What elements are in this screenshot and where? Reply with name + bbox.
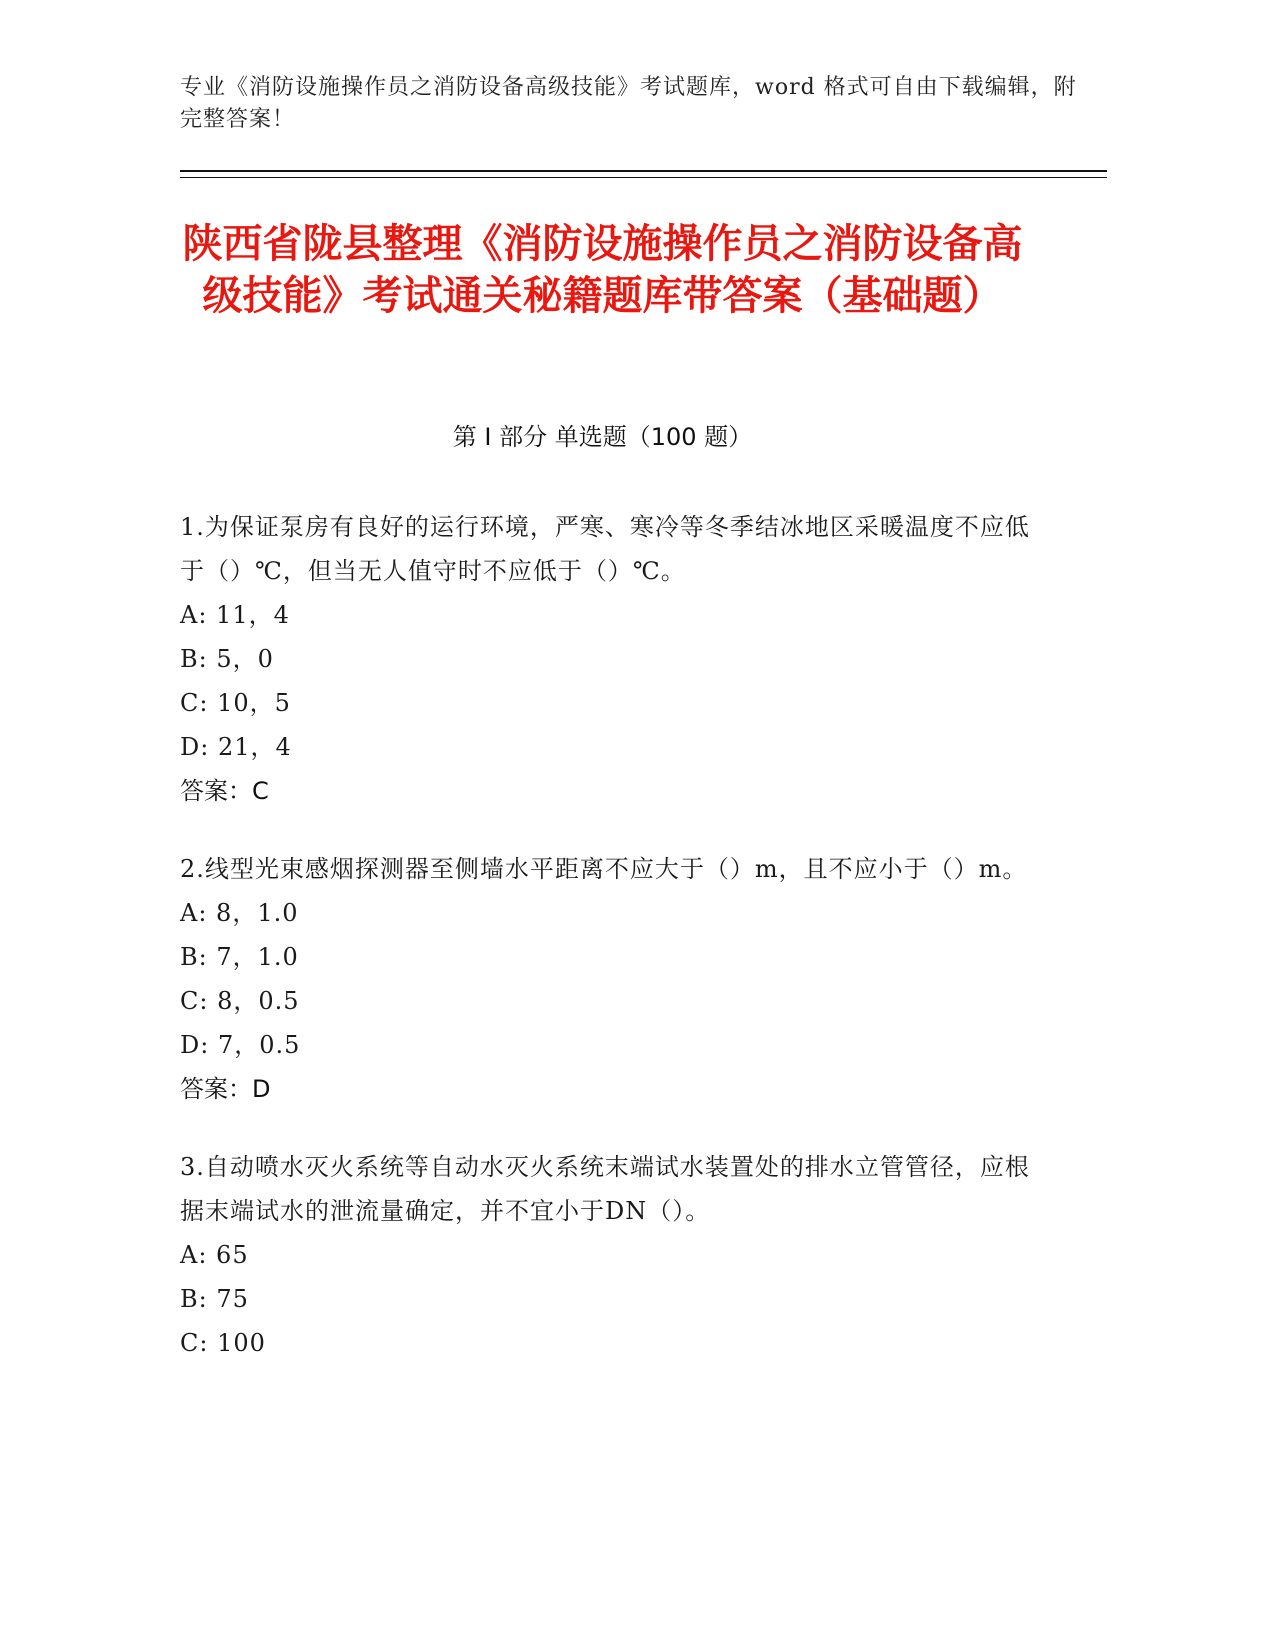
option-b: B: 7，1.0: [180, 943, 299, 971]
question-1: [180, 505, 1030, 813]
question-2: [180, 847, 1030, 1111]
section-title: 第 I 部分 单选题（100 题）: [452, 423, 753, 451]
answer: 答案：C: [180, 777, 269, 805]
option-a: A: 11，4: [180, 601, 290, 629]
option-b: B: 75: [180, 1285, 249, 1313]
header-divider-thick: [180, 170, 1107, 172]
option-d: D: 21，4: [180, 733, 292, 761]
option-d: D: 7，0.5: [180, 1031, 301, 1059]
question-stem: 2.线型光束感烟探测器至侧墙水平距离不应大于（）m，且不应小于（）m。: [180, 855, 1028, 883]
option-c: C: 10，5: [180, 689, 291, 717]
document-title: 陕西省陇县整理《消防设施操作员之消防设备高级技能》考试通关秘籍题库带答案（基础题）: [182, 221, 1023, 319]
header-note: 专业《消防设施操作员之消防设备高级技能》考试题库，word 格式可自由下载编辑，附完整答案！: [180, 75, 1077, 132]
question-list: [180, 505, 1030, 1399]
option-c: C: 8，0.5: [180, 987, 300, 1015]
question-3: [180, 1145, 1030, 1365]
question-stem: 3.自动喷水灭火系统等自动水灭火系统末端试水装置处的排水立管管径，应根据末端试水的泄流量确定，并不宜小于DN（）。: [180, 1153, 1030, 1225]
question-stem: 1.为保证泵房有良好的运行环境，严寒、寒冷等冬季结冰地区采暖温度不应低于（）℃，但当无人值守时不应低于（）℃。: [180, 513, 1030, 585]
option-a: A: 65: [180, 1241, 249, 1269]
option-a: A: 8，1.0: [180, 899, 299, 927]
answer: 答案：D: [180, 1075, 271, 1103]
option-b: B: 5，0: [180, 645, 274, 673]
header-divider-thin: [180, 177, 1107, 178]
option-c: C: 100: [180, 1329, 266, 1357]
